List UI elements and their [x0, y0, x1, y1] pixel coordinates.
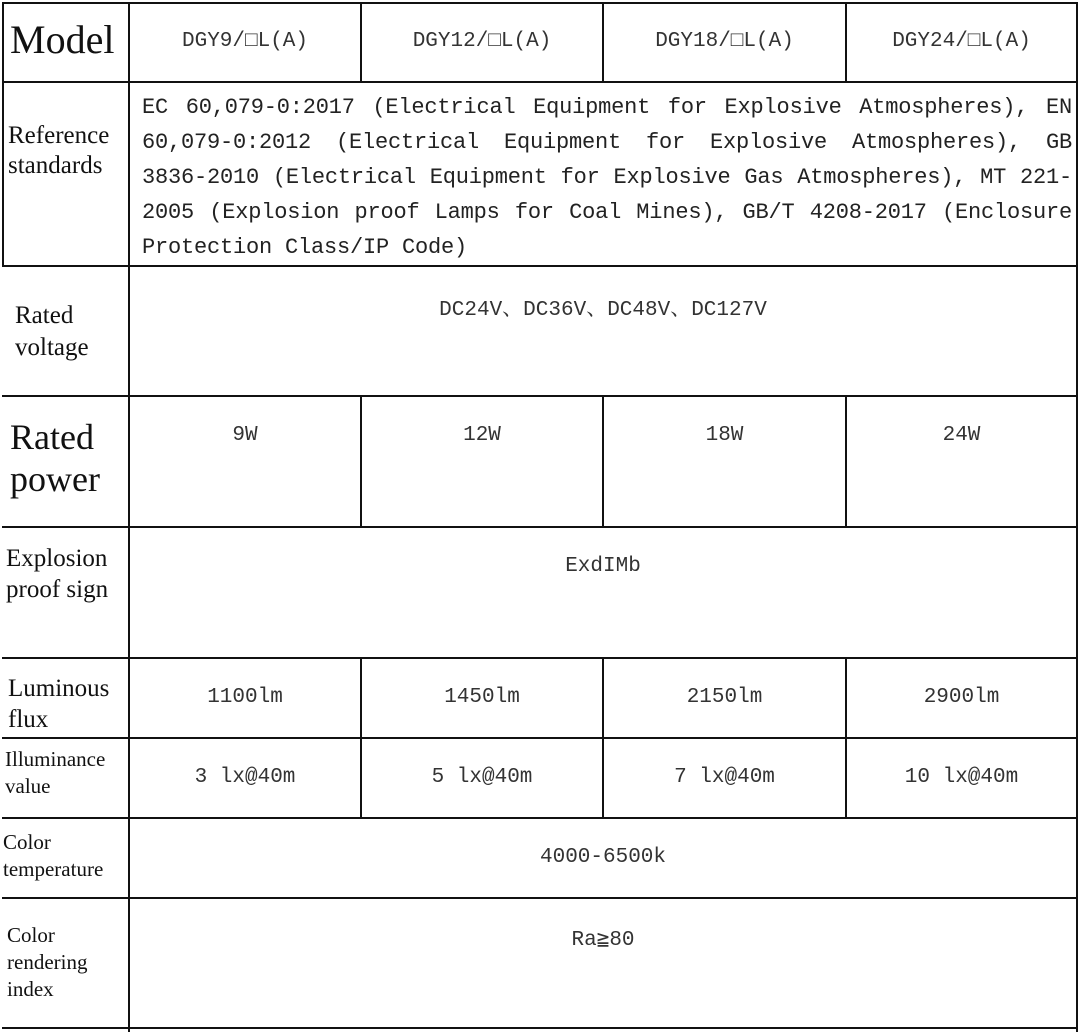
- luminous-flux-value: 1450lm: [444, 686, 520, 709]
- explosion-proof-sign-value: ExdIMb: [565, 555, 641, 578]
- luminous-flux-value: 2150lm: [686, 686, 763, 709]
- color-temperature-value: 4000-6500k: [539, 846, 667, 869]
- illuminance-value: 5 lx@40m: [431, 766, 533, 789]
- column-divider: [360, 395, 362, 527]
- rated-power-value: 24W: [942, 424, 981, 447]
- color-temperature-label: Color temperature: [3, 830, 104, 881]
- column-divider: [845, 395, 847, 527]
- reference-standards-text: EC 60,079-0:2017 (Electrical Equipment for Explosive Atmospheres), EN 60,079-0:2012 (Electrical Equipment for Explosive Atmospheres), GB 3836-2010 (Electrical Equipment for Explosive Gas Atmospheres), MT 221-2005 (Explosion proof Lamps for Coal Mines), GB/T 4208-2017 (Enclosure Protection Class/IP Code): [142, 95, 1072, 260]
- illuminance-value: 3 lx@40m: [194, 766, 296, 789]
- column-divider: [602, 395, 604, 527]
- row-divider: [2, 395, 1078, 397]
- luminous-flux-value: 2900lm: [923, 686, 1000, 709]
- row-divider: [2, 526, 1078, 528]
- illuminance-value: 7 lx@40m: [674, 766, 775, 789]
- row-divider: [2, 81, 1078, 83]
- row-divider: [2, 265, 1078, 267]
- rated-power-value: 9W: [232, 424, 258, 447]
- explosion-proof-sign-label: Explosion proof sign: [6, 545, 109, 603]
- row-divider: [2, 737, 1078, 739]
- table-left-border: [2, 81, 4, 266]
- rated-power-label: Rated power: [10, 417, 100, 499]
- model-value: DGY24/□L(A): [892, 30, 1031, 53]
- luminous-flux-label: Luminous flux: [8, 675, 110, 733]
- color-rendering-index-label: Color rendering index: [7, 923, 88, 1001]
- table-right-border: [1076, 2, 1078, 1032]
- illuminance-value-label: Illuminance value: [5, 747, 106, 798]
- column-divider: [360, 657, 362, 818]
- column-divider: [602, 657, 604, 818]
- row-divider: [2, 1027, 1078, 1029]
- rated-voltage-value: DC24V、DC36V、DC48V、DC127V: [439, 299, 767, 322]
- color-rendering-index-value: Ra≧80: [571, 929, 635, 952]
- row-divider: [2, 657, 1078, 659]
- reference-standards-label: Reference standards: [8, 122, 110, 179]
- model-value: DGY18/□L(A): [655, 30, 794, 53]
- rated-voltage-label: Rated voltage: [15, 302, 89, 361]
- row-divider: [2, 2, 1078, 4]
- rated-power-value: 12W: [463, 424, 501, 447]
- rated-power-value: 18W: [705, 424, 744, 447]
- row-divider: [2, 817, 1078, 819]
- column-divider: [845, 657, 847, 818]
- row-divider: [2, 897, 1078, 899]
- table-left-border: [2, 2, 4, 82]
- model-label: Model: [10, 17, 115, 62]
- model-value: DGY12/□L(A): [412, 30, 552, 53]
- model-value: DGY9/□L(A): [181, 30, 309, 53]
- illuminance-value: 10 lx@40m: [904, 766, 1019, 789]
- luminous-flux-value: 1100lm: [207, 686, 283, 709]
